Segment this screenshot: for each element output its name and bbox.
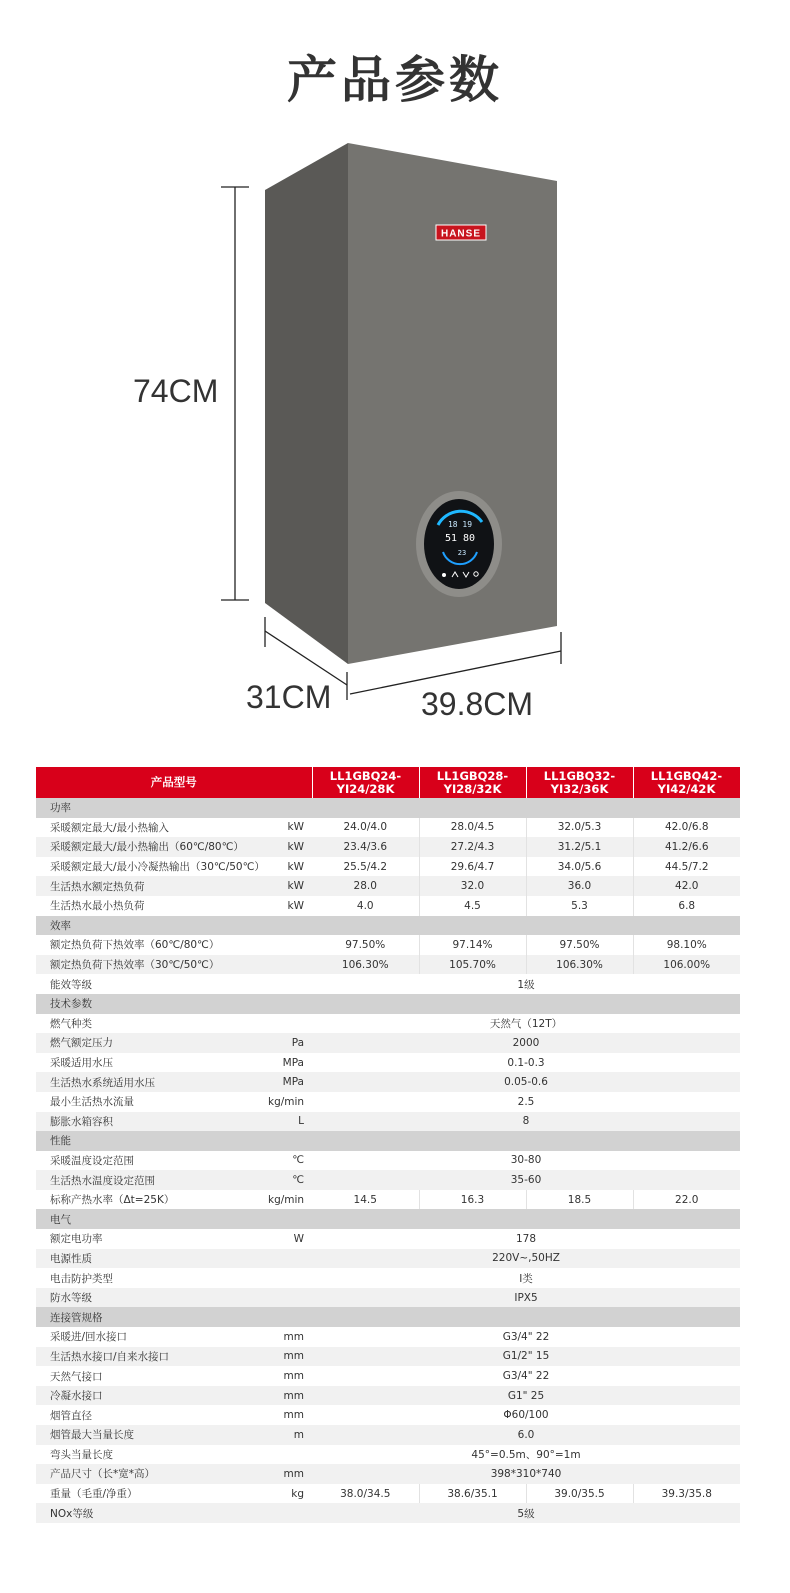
param-unit	[268, 955, 312, 975]
table-row	[36, 1190, 740, 1210]
param-value: G3/4" 22	[312, 1327, 740, 1347]
param-label: 额定热负荷下热效率（60℃/80℃）	[36, 935, 268, 955]
table-header-row	[36, 767, 740, 798]
param-label: 产品尺寸（长*宽*高）	[36, 1464, 268, 1484]
param-value: 0.05-0.6	[312, 1072, 740, 1092]
param-unit	[268, 974, 312, 994]
table-row	[36, 837, 740, 857]
param-unit: kW	[268, 818, 312, 838]
param-value: 106.00%	[633, 955, 740, 975]
param-value: 30-80	[312, 1151, 740, 1171]
table-row	[36, 1425, 740, 1445]
param-value: 38.6/35.1	[419, 1484, 526, 1504]
section-title: 技术参数	[36, 994, 740, 1014]
table-row	[36, 1072, 740, 1092]
table-row	[36, 1268, 740, 1288]
param-label: 采暖温度设定范围	[36, 1151, 268, 1171]
param-label: 生活热水最小热负荷	[36, 896, 268, 916]
display-main-readout: 51 80	[444, 533, 476, 544]
param-value: G1" 25	[312, 1386, 740, 1406]
param-value: 2000	[312, 1033, 740, 1053]
spec-table-body	[36, 798, 740, 1523]
table-row	[36, 1484, 740, 1504]
param-value: 32.0	[419, 876, 526, 896]
table-row	[36, 1366, 740, 1386]
display-top-readout: 18 19	[447, 520, 473, 529]
param-label: 燃气额定压力	[36, 1033, 268, 1053]
param-label: 生活热水接口/自来水接口	[36, 1347, 268, 1367]
table-row	[36, 1503, 740, 1523]
param-unit	[268, 1268, 312, 1288]
section-title: 电气	[36, 1209, 740, 1229]
table-row	[36, 1053, 740, 1073]
spec-table	[36, 767, 741, 1523]
depth-label: 31CM	[246, 679, 332, 715]
param-value: 38.0/34.5	[312, 1484, 419, 1504]
param-label: 燃气种类	[36, 1014, 268, 1034]
table-row	[36, 1327, 740, 1347]
param-value: 2.5	[312, 1092, 740, 1112]
param-value: G1/2" 15	[312, 1347, 740, 1367]
param-unit: ℃	[268, 1151, 312, 1171]
param-label: 电源性质	[36, 1249, 268, 1269]
param-value: 24.0/4.0	[312, 818, 419, 838]
table-row	[36, 1170, 740, 1190]
section-header-row	[36, 1131, 740, 1151]
param-label: 采暖额定最大/最小热输出（60℃/80℃）	[36, 837, 268, 857]
param-unit: kg/min	[268, 1092, 312, 1112]
section-header-row	[36, 1209, 740, 1229]
table-row	[36, 1249, 740, 1269]
section-header-row	[36, 798, 740, 818]
param-unit: kW	[268, 857, 312, 877]
param-value: 97.50%	[526, 935, 633, 955]
param-value: 398*310*740	[312, 1464, 740, 1484]
section-title: 功率	[36, 798, 740, 818]
param-value: Φ60/100	[312, 1405, 740, 1425]
param-unit: kg/min	[268, 1190, 312, 1210]
param-value: 8	[312, 1112, 740, 1132]
param-label: 采暖额定最大/最小热输入	[36, 818, 268, 838]
param-value: 39.0/35.5	[526, 1484, 633, 1504]
param-label: 弯头当量长度	[36, 1445, 268, 1465]
param-label: 膨胀水箱容积	[36, 1112, 268, 1132]
param-value: 35-60	[312, 1170, 740, 1190]
param-value: 32.0/5.3	[526, 818, 633, 838]
param-label: NOx等级	[36, 1503, 268, 1523]
param-unit: mm	[268, 1386, 312, 1406]
param-value: 42.0/6.8	[633, 818, 740, 838]
page-title: 产品参数	[287, 51, 503, 109]
table-row	[36, 818, 740, 838]
section-title: 连接管规格	[36, 1307, 740, 1327]
param-value: 42.0	[633, 876, 740, 896]
param-value: 41.2/6.6	[633, 837, 740, 857]
table-row	[36, 1112, 740, 1132]
param-label: 烟管最大当量长度	[36, 1425, 268, 1445]
table-row	[36, 1445, 740, 1465]
param-value: 6.8	[633, 896, 740, 916]
table-row	[36, 935, 740, 955]
table-row	[36, 1386, 740, 1406]
section-title: 性能	[36, 1131, 740, 1151]
param-value: 1级	[312, 974, 740, 994]
table-row	[36, 1405, 740, 1425]
param-value: 105.70%	[419, 955, 526, 975]
param-value: 45°=0.5m、90°=1m	[312, 1445, 740, 1465]
param-unit: kW	[268, 837, 312, 857]
section-title: 效率	[36, 916, 740, 936]
param-value: 22.0	[633, 1190, 740, 1210]
param-label: 额定热负荷下热效率（30℃/50℃）	[36, 955, 268, 975]
param-label: 最小生活热水流量	[36, 1092, 268, 1112]
param-label: 生活热水系统适用水压	[36, 1072, 268, 1092]
param-value: G3/4" 22	[312, 1366, 740, 1386]
product-illustration	[210, 135, 580, 735]
section-header-row	[36, 994, 740, 1014]
width-label: 39.8CM	[421, 686, 534, 722]
param-value: 36.0	[526, 876, 633, 896]
param-unit: kg	[268, 1484, 312, 1504]
param-value: 97.50%	[312, 935, 419, 955]
table-row	[36, 955, 740, 975]
param-unit	[268, 1249, 312, 1269]
table-row	[36, 974, 740, 994]
param-value: 106.30%	[312, 955, 419, 975]
height-dimension-line	[221, 187, 249, 600]
param-value: 29.6/4.7	[419, 857, 526, 877]
param-label: 生活热水温度设定范围	[36, 1170, 268, 1190]
param-label: 采暖适用水压	[36, 1053, 268, 1073]
param-value: 28.0/4.5	[419, 818, 526, 838]
param-unit: Pa	[268, 1033, 312, 1053]
param-label: 生活热水额定热负荷	[36, 876, 268, 896]
display-low-readout: 23	[457, 549, 467, 557]
param-value: 28.0	[312, 876, 419, 896]
table-row	[36, 1014, 740, 1034]
param-label: 能效等级	[36, 974, 268, 994]
param-label: 电击防护类型	[36, 1268, 268, 1288]
param-value: 31.2/5.1	[526, 837, 633, 857]
param-unit	[268, 1503, 312, 1523]
param-value: 6.0	[312, 1425, 740, 1445]
param-unit: kW	[268, 876, 312, 896]
param-unit	[268, 1014, 312, 1034]
param-value: 5.3	[526, 896, 633, 916]
param-value: 220V~,50HZ	[312, 1249, 740, 1269]
param-value: 14.5	[312, 1190, 419, 1210]
model-header-2: LL1GBQ28-YI28/32K	[419, 767, 526, 798]
param-unit: mm	[268, 1327, 312, 1347]
boiler-side-face	[265, 143, 348, 664]
param-value: 106.30%	[526, 955, 633, 975]
param-label: 烟管直径	[36, 1405, 268, 1425]
param-label: 重量（毛重/净重）	[36, 1484, 268, 1504]
param-unit	[268, 1288, 312, 1308]
brand-logo	[436, 225, 486, 240]
param-unit: mm	[268, 1464, 312, 1484]
param-value: 18.5	[526, 1190, 633, 1210]
param-value: 34.0/5.6	[526, 857, 633, 877]
model-header-1: LL1GBQ24-YI24/28K	[312, 767, 419, 798]
param-unit: mm	[268, 1366, 312, 1386]
param-value: I类	[312, 1268, 740, 1288]
param-value: 0.1-0.3	[312, 1053, 740, 1073]
param-value: 25.5/4.2	[312, 857, 419, 877]
param-label: 标称产热水率（Δt=25K）	[36, 1190, 268, 1210]
param-value: 39.3/35.8	[633, 1484, 740, 1504]
param-value: 178	[312, 1229, 740, 1249]
param-label: 冷凝水接口	[36, 1386, 268, 1406]
table-row	[36, 1033, 740, 1053]
param-label: 天然气接口	[36, 1366, 268, 1386]
model-header-label: 产品型号	[36, 767, 312, 798]
param-unit: mm	[268, 1347, 312, 1367]
table-row	[36, 876, 740, 896]
param-unit: W	[268, 1229, 312, 1249]
param-value: 5级	[312, 1503, 740, 1523]
param-unit	[268, 1445, 312, 1465]
table-row	[36, 1092, 740, 1112]
brand-logo-text: HANSE	[440, 228, 482, 240]
param-unit: ℃	[268, 1170, 312, 1190]
param-value: 天然气（12T）	[312, 1014, 740, 1034]
section-header-row	[36, 1307, 740, 1327]
model-header-3: LL1GBQ32-YI32/36K	[526, 767, 633, 798]
param-value: IPX5	[312, 1288, 740, 1308]
control-display	[416, 491, 502, 597]
param-unit: L	[268, 1112, 312, 1132]
param-unit: MPa	[268, 1053, 312, 1073]
table-row	[36, 1464, 740, 1484]
param-unit: m	[268, 1425, 312, 1445]
height-label: 74CM	[133, 373, 219, 409]
param-unit: MPa	[268, 1072, 312, 1092]
model-header-4: LL1GBQ42-YI42/42K	[633, 767, 740, 798]
param-label: 防水等级	[36, 1288, 268, 1308]
param-value: 23.4/3.6	[312, 837, 419, 857]
param-value: 27.2/4.3	[419, 837, 526, 857]
table-row	[36, 896, 740, 916]
table-row	[36, 1347, 740, 1367]
param-value: 4.5	[419, 896, 526, 916]
param-label: 采暖额定最大/最小冷凝热输出（30℃/50℃）	[36, 857, 268, 877]
param-label: 额定电功率	[36, 1229, 268, 1249]
table-row	[36, 1229, 740, 1249]
param-value: 97.14%	[419, 935, 526, 955]
section-header-row	[36, 916, 740, 936]
table-row	[36, 1288, 740, 1308]
param-value: 4.0	[312, 896, 419, 916]
param-unit: mm	[268, 1405, 312, 1425]
param-value: 16.3	[419, 1190, 526, 1210]
param-unit: kW	[268, 896, 312, 916]
table-row	[36, 857, 740, 877]
param-label: 采暖进/回水接口	[36, 1327, 268, 1347]
param-value: 44.5/7.2	[633, 857, 740, 877]
table-row	[36, 1151, 740, 1171]
param-unit	[268, 935, 312, 955]
param-value: 98.10%	[633, 935, 740, 955]
